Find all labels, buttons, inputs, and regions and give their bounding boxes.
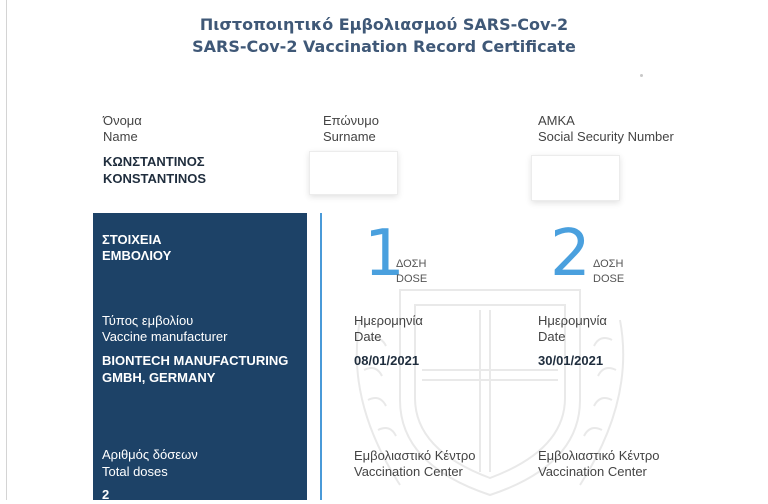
dose-1-date-value: 08/01/2021 <box>354 353 420 368</box>
title-greek: Πιστοποιητικό Εμβολιασμού SARS-Cov-2 <box>199 15 569 34</box>
dose-2-label-en: DOSE <box>593 273 625 285</box>
amka-label-gr: ΑΜΚΑ <box>538 113 575 128</box>
name-value-en: KONSTANTINOS <box>103 171 207 186</box>
name-value-gr: ΚΩΝΣΤΑΝΤΙΝΟΣ <box>103 154 205 169</box>
surname-label-en: Surname <box>323 129 376 144</box>
dose-1-center-label-en: Vaccination Center <box>354 464 463 479</box>
panel-heading-line2: ΕΜΒΟΛΙΟΥ <box>102 248 172 263</box>
amka-label-en: Social Security Number <box>538 129 674 144</box>
manufacturer-line2: GMBH, GERMANY <box>102 370 216 385</box>
dose-2-center-label-gr: Εμβολιαστικό Κέντρο <box>538 448 660 463</box>
name-label-en: Name <box>103 129 138 144</box>
surname-label-gr: Επώνυμο <box>323 113 379 128</box>
manufacturer-line1: BIONTECH MANUFACTURING <box>102 353 289 368</box>
dose-1-label-gr: ΔΟΣΗ <box>396 258 427 270</box>
panel-heading-line1: ΣΤΟΙΧΕΙΑ <box>102 232 162 247</box>
doses-label-gr: Αριθμός δόσεων <box>102 447 198 462</box>
vaccine-type-label-gr: Τύπος εμβολίου <box>102 313 194 328</box>
vaccine-type-label-en: Vaccine manufacturer <box>102 329 228 344</box>
vaccine-details-panel <box>93 213 307 500</box>
dose-2-number: 2 <box>550 217 591 291</box>
dose-2-center-label-en: Vaccination Center <box>538 464 647 479</box>
dose-2-label-gr: ΔΟΣΗ <box>593 258 624 270</box>
certificate-header <box>0 14 768 58</box>
decorative-dot <box>640 74 643 77</box>
dose-1-date-label-gr: Ημερομηνία <box>354 313 423 328</box>
dose-2-date-label-gr: Ημερομηνία <box>538 313 607 328</box>
page-left-border <box>6 0 7 500</box>
doses-label-en: Total doses <box>102 464 168 479</box>
doses-value: 2 <box>102 487 110 502</box>
dose-1-number: 1 <box>364 217 405 291</box>
dose-1-date-label-en: Date <box>354 329 382 344</box>
dose-1-label-en: DOSE <box>396 273 428 285</box>
dose-1-center-label-gr: Εμβολιαστικό Κέντρο <box>354 448 476 463</box>
amka-redaction-box <box>531 155 620 201</box>
dose-2-date-label-en: Date <box>538 329 566 344</box>
divider-line <box>320 213 322 500</box>
title-english: SARS-Cov-2 Vaccination Record Certificate <box>192 37 576 56</box>
dose-2-date-value: 30/01/2021 <box>538 353 604 368</box>
name-label-gr: Όνομα <box>103 113 142 128</box>
surname-redaction-box <box>309 151 398 195</box>
